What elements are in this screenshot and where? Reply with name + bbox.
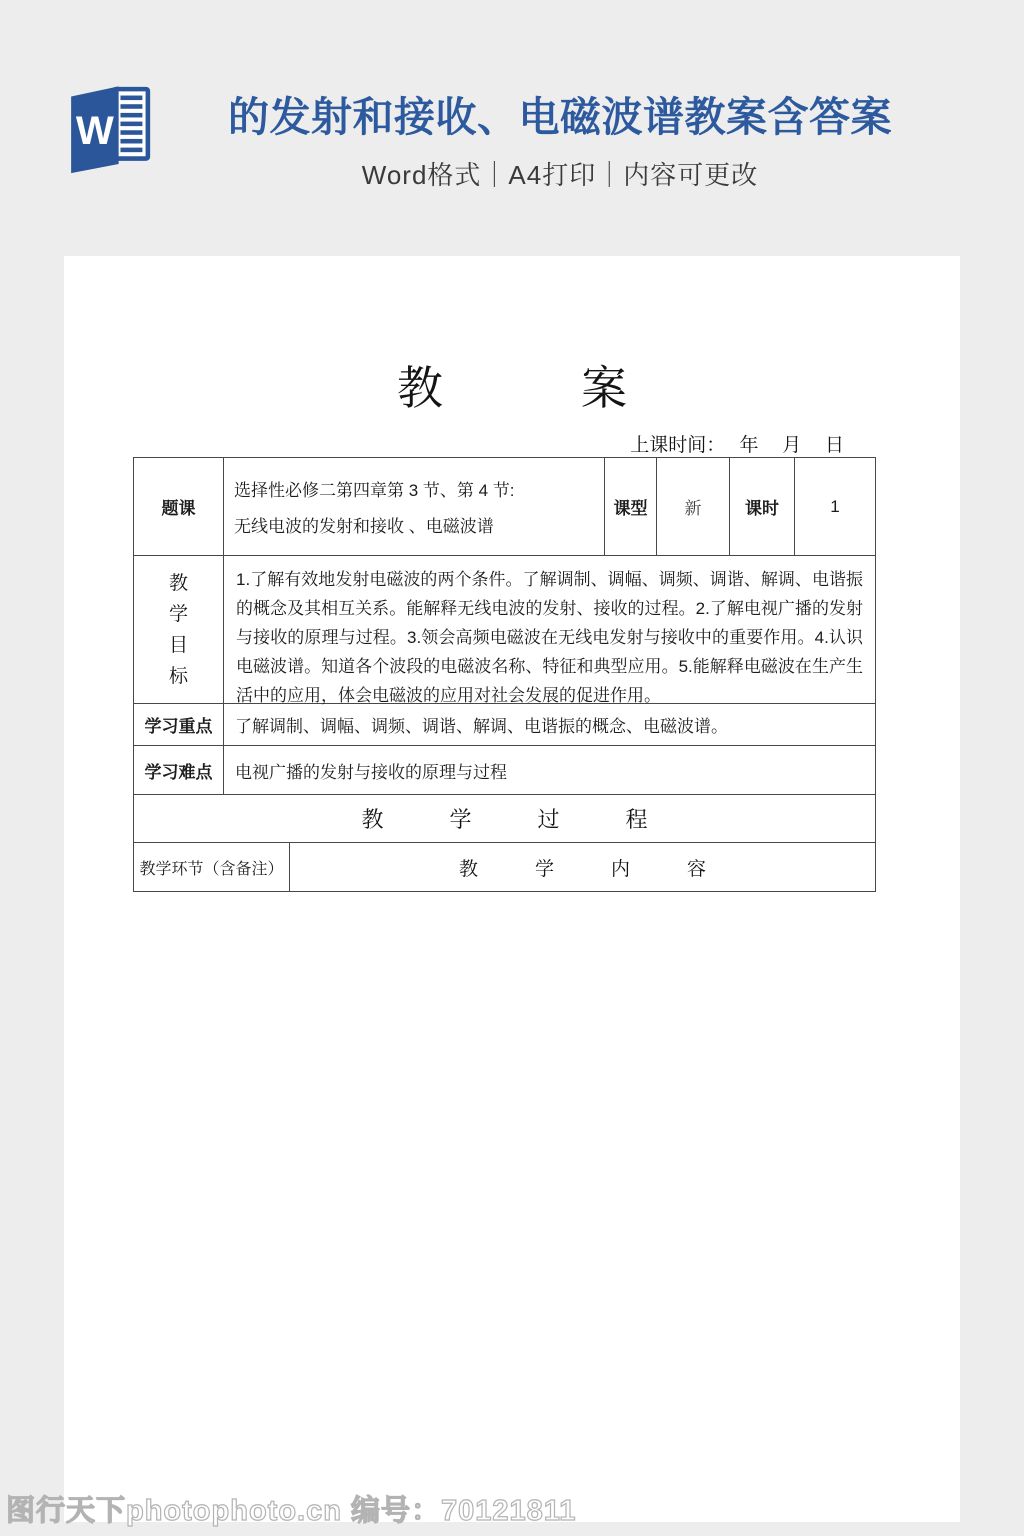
cell-period-label: 课时 <box>729 458 794 555</box>
cell-course-title-label: 题课 <box>161 499 196 518</box>
table-row-teaching-stage <box>134 842 875 891</box>
course-title-line2: 无线电波的发射和接收 、电磁波谱 <box>234 516 494 536</box>
cell-period-value: 1 <box>794 458 875 555</box>
page-subtitle: Word格式｜A4打印｜内容可更改 <box>361 160 759 191</box>
cell-teaching-stage-label: 教学环节（含备注） <box>139 860 284 878</box>
cell-teaching-content-header: 教 学 内 容 <box>289 843 875 891</box>
cell-difficult-points-label: 学习难点 <box>144 762 213 782</box>
table-row-difficult-points <box>134 745 875 794</box>
site-watermark: 图行天下photophoto.cn 编号：70121811 <box>6 1495 577 1527</box>
cell-course-type-label: 课型 <box>604 458 656 555</box>
class-time-line: 上课时间： 年 月 日 <box>630 435 844 456</box>
cell-key-points-content: 了解调制、调幅、调频、调谐、解调、电谐振的概念、电磁波谱。 <box>223 704 875 745</box>
table-row-teaching-goals <box>134 555 875 703</box>
cell-teaching-goals-label <box>134 556 223 703</box>
label-char: 标 <box>168 665 188 687</box>
header <box>0 0 1024 240</box>
header-text <box>160 92 960 192</box>
document-page <box>64 256 960 1522</box>
doc-title: 教 案 <box>397 363 627 414</box>
cell-course-title-content <box>223 458 604 555</box>
word-logo-icon <box>62 80 157 175</box>
course-title-line1: 选择性必修二第四章第 3 节、第 4 节: <box>234 481 515 501</box>
lesson-plan-table <box>133 457 876 892</box>
label-char: 学 <box>168 603 188 625</box>
word-logo-letter: W <box>75 107 114 153</box>
cell-teaching-goals-content: 1.了解有效地发射电磁波的两个条件。了解调制、调幅、调频、调谐、解调、电谐振的概念及其相互关系。能解释无线电波的发射、接收的过程。2.了解电视广播的发射与接收的原理与过程。3.领会高频电磁波在无线电发射与接收中的重要作用。4.认识电磁波谱。知道各个波段的电磁波名称、特征和典型应用。5.能解释电磁波在生产生活中的应用，体会电磁波的应用对社会发展的促进作用。 <box>223 556 875 703</box>
label-char: 目 <box>168 634 188 656</box>
table-row-course-title <box>134 458 875 555</box>
page-title: 的发射和接收、电磁波谱教案含答案 <box>228 94 892 140</box>
cell-difficult-points-content: 电视广播的发射与接收的原理与过程 <box>223 746 875 794</box>
label-char: 教 <box>168 572 188 594</box>
table-row-key-points <box>134 703 875 745</box>
cell-course-type-value: 新 <box>656 458 729 555</box>
cell-key-points-label: 学习重点 <box>144 717 213 736</box>
table-row-teaching-process-header: 教 学 过 程 <box>134 794 875 842</box>
